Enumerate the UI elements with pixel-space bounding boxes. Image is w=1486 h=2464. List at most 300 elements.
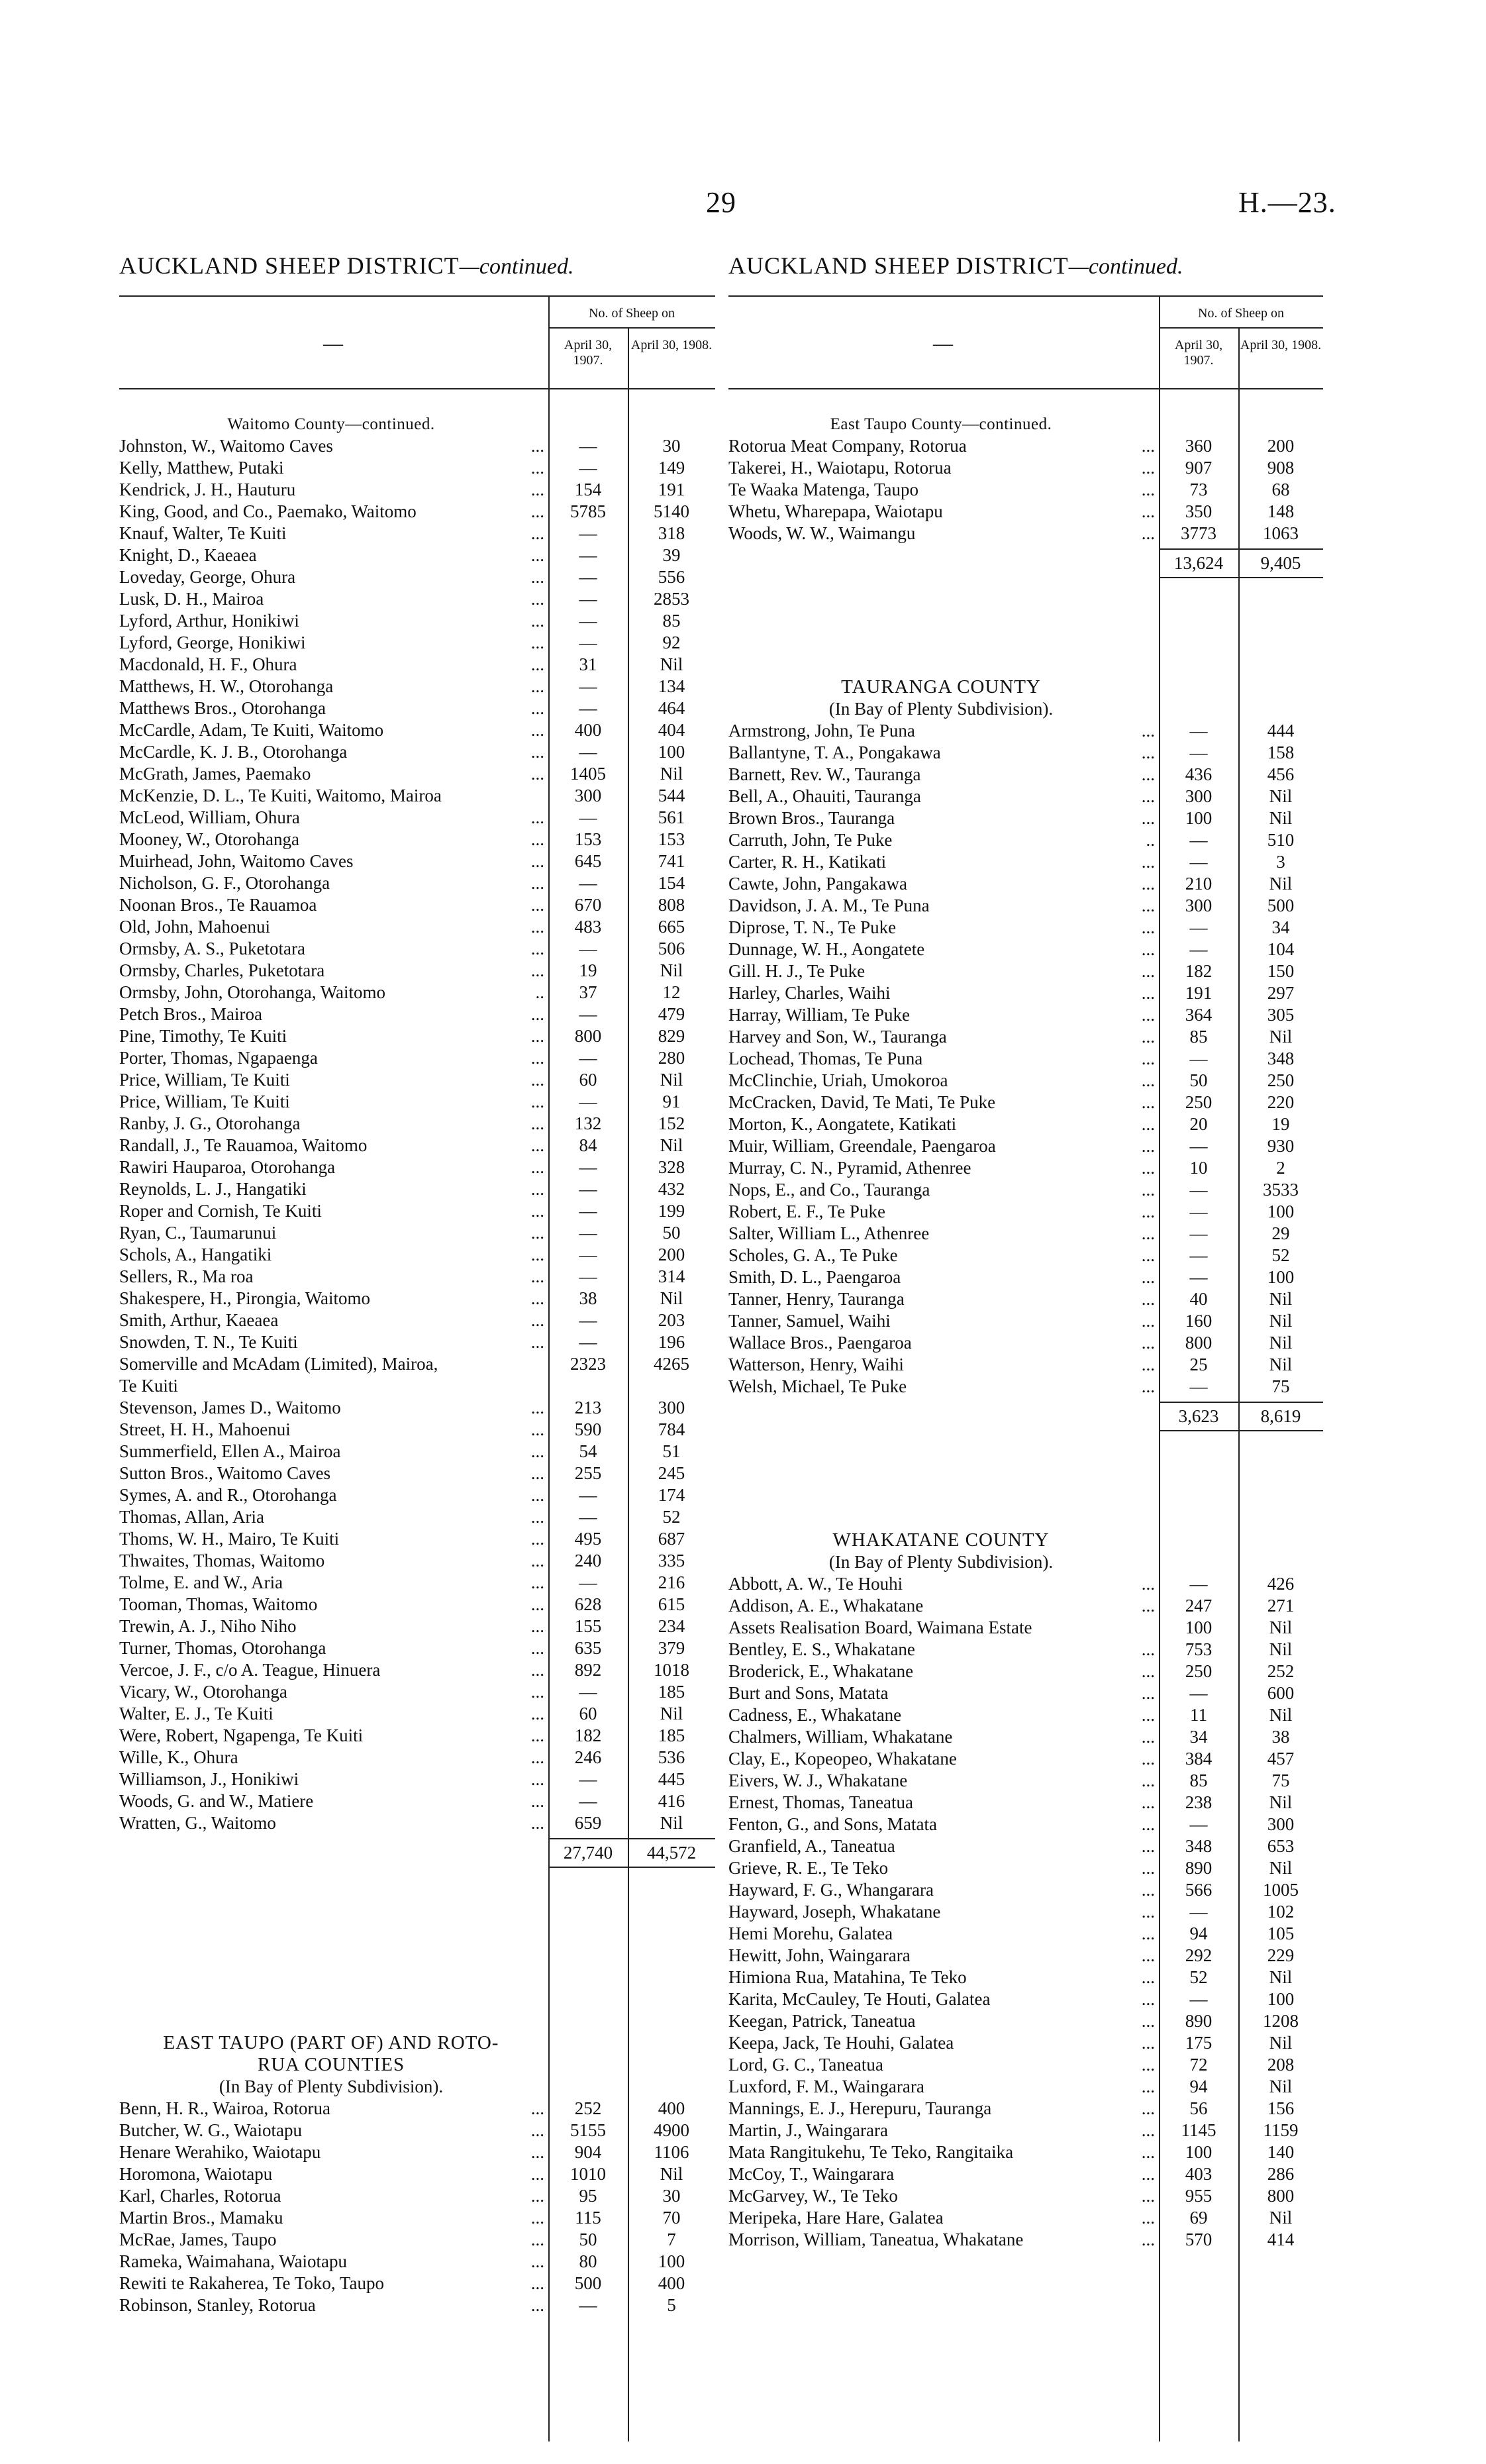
leader-dots: ... [1141, 2186, 1155, 2206]
sheep-count-1907: 890 [1185, 1858, 1213, 1878]
sheep-count-1908: Nil [660, 1288, 683, 1308]
sheep-count-1907: — [579, 589, 597, 609]
sheep-count-1907: — [579, 698, 597, 718]
sheep-count-1907: 500 [574, 2273, 602, 2293]
leader-dots: ... [1141, 458, 1155, 478]
table-row [728, 1682, 1323, 1704]
owner-name: Takerei, H., Waiotapu, Rotorua [728, 458, 952, 478]
sheep-count-1907: 100 [1185, 2142, 1213, 2162]
owner-name: Tanner, Henry, Tauranga [728, 1289, 905, 1309]
leader-dots: ... [530, 2251, 544, 2271]
table-row [119, 1616, 715, 1637]
sheep-count-1907: 50 [1189, 1070, 1208, 1090]
owner-name: Mata Rangitukehu, Te Teko, Rangitaika [728, 2142, 1014, 2162]
sheep-count-1908: 414 [1267, 2230, 1295, 2249]
table-row [728, 2229, 1323, 2251]
sheep-count-1907: 19 [579, 960, 597, 980]
table-row [728, 1661, 1323, 1682]
owner-name: Granfield, A., Taneatua [728, 1836, 895, 1856]
sheep-count-1908: 196 [658, 1332, 685, 1352]
sheep-count-1907: 252 [574, 2098, 602, 2118]
sheep-count-1908: 5 [667, 2295, 676, 2315]
leader-dots: ... [530, 895, 544, 915]
table-row [119, 1288, 715, 1309]
sheep-count-1907: 5155 [570, 2120, 606, 2140]
owner-name: Ballantyne, T. A., Pongakawa [728, 743, 941, 762]
col-header-1908: April 30, 1908. [1240, 338, 1322, 352]
owner-name: Ormsby, John, Otorohanga, Waitomo [119, 982, 386, 1002]
table-row [728, 720, 1323, 742]
leader-dots: ... [530, 2295, 544, 2315]
sheep-count-1908: 200 [1267, 436, 1295, 456]
owner-name: Johnston, W., Waitomo Caves [119, 436, 333, 456]
sheep-count-1908: 687 [658, 1529, 685, 1549]
sheep-count-1908: 271 [1267, 1596, 1295, 1616]
sheep-count-1907: — [1189, 1223, 1208, 1243]
section-subheading: (In Bay of Plenty Subdivision). [828, 1552, 1054, 1572]
owner-name: Carruth, John, Te Puke [728, 830, 893, 850]
sheep-count-1908: Nil [660, 960, 683, 980]
sheep-count-1908: Nil [1269, 1311, 1293, 1331]
sheep-count-1907: — [579, 1310, 597, 1330]
sheep-count-1908: 30 [662, 2186, 681, 2206]
sheep-count-1908: Nil [660, 1813, 683, 1833]
table-row [119, 1331, 715, 1353]
sheep-count-1908: 314 [658, 1266, 685, 1286]
total-row [728, 552, 1323, 574]
sheep-count-1908: 829 [658, 1026, 685, 1046]
owner-name: McKenzie, D. L., Te Kuiti, Waitomo, Mairoa [119, 786, 442, 805]
leader-dots: ... [1141, 1814, 1155, 1834]
sheep-count-1908: 85 [662, 611, 681, 631]
owner-name: McCoy, T., Waingarara [728, 2164, 895, 2184]
table-row [119, 1747, 715, 1769]
owner-name: Tooman, Thomas, Waitomo [119, 1594, 318, 1614]
table-row [728, 807, 1323, 829]
table-row [728, 2076, 1323, 2098]
owner-name: Wallace Bros., Paengaroa [728, 1333, 912, 1353]
leader-dots: ... [1141, 1136, 1155, 1156]
leader-dots: ... [530, 829, 544, 849]
document-reference: H.—23. [1238, 186, 1336, 219]
owner-name: McLeod, William, Ohura [119, 807, 300, 827]
sheep-count-1908: 156 [1267, 2098, 1295, 2118]
sheep-count-1907: — [579, 2295, 597, 2315]
leader-dots: ... [530, 1004, 544, 1024]
owner-name: Trewin, A. J., Niho Niho [119, 1616, 297, 1636]
leader-dots: ... [1141, 917, 1155, 937]
leader-dots: ... [1141, 1114, 1155, 1134]
owner-name: Schols, A., Hangatiki [119, 1245, 272, 1264]
owner-name: Noonan Bros., Te Rauamoa [119, 895, 317, 915]
owner-name: Knight, D., Kaeaea [119, 545, 257, 565]
leader-dots: ... [530, 873, 544, 893]
table-row [119, 1375, 715, 1397]
leader-dots: ... [530, 1616, 544, 1636]
table-row [119, 2098, 715, 2120]
right-column-title: AUCKLAND SHEEP DISTRICT—continued. [728, 252, 1183, 279]
owner-name: Were, Robert, Ngapenga, Te Kuiti [119, 1725, 364, 1745]
owner-name: Street, H. H., Mahoenui [119, 1419, 291, 1439]
table-row [119, 763, 715, 785]
owner-name: Karita, McCauley, Te Houti, Galatea [728, 1989, 991, 2009]
table-row [728, 786, 1323, 807]
leader-dots: ... [1141, 1311, 1155, 1331]
sheep-count-1908: 800 [1267, 2186, 1295, 2206]
owner-name: Matthews Bros., Otorohanga [119, 698, 326, 718]
table-row [119, 1484, 715, 1506]
sheep-count-1908: 379 [658, 1638, 685, 1658]
table-row [119, 544, 715, 566]
table-row [119, 1637, 715, 1659]
table-row [119, 1419, 715, 1441]
sheep-count-1908: 1063 [1263, 523, 1299, 543]
leader-dots: ... [1141, 2120, 1155, 2140]
sheep-count-1907: — [1189, 830, 1208, 850]
table-row [728, 1179, 1323, 1201]
sheep-count-1908: 12 [662, 982, 681, 1002]
col-header-1908: April 30, 1908. [630, 338, 713, 352]
sheep-count-1908: 149 [658, 458, 685, 478]
owner-name: Fenton, G., and Sons, Matata [728, 1814, 937, 1834]
total-row [728, 1406, 1323, 1427]
table-row [119, 676, 715, 697]
table-row [119, 1135, 715, 1156]
table-row [119, 1200, 715, 1222]
table-row [728, 1923, 1323, 1945]
owner-name: Whetu, Wharepapa, Waiotapu [728, 501, 943, 521]
leader-dots: ... [1141, 1945, 1155, 1965]
left-column-title: AUCKLAND SHEEP DISTRICT—continued. [119, 252, 574, 279]
total-rule-bottom [548, 1867, 715, 1868]
table-row [728, 1573, 1323, 1595]
sheep-count-1907: — [579, 1507, 597, 1527]
leader-dots: ... [1141, 786, 1155, 806]
sheep-count-1907: 94 [1189, 2077, 1208, 2096]
table-row [119, 1528, 715, 1550]
owner-name: Bell, A., Ohauiti, Tauranga [728, 786, 921, 806]
leader-dots: ... [1141, 1902, 1155, 1922]
owner-name: Hewitt, John, Waingarara [728, 1945, 911, 1965]
sheep-count-1907: — [579, 1223, 597, 1243]
leader-dots: ... [530, 1135, 544, 1155]
sheep-count-1908: 52 [1271, 1245, 1290, 1265]
owner-name: Rotorua Meat Company, Rotorua [728, 436, 967, 456]
leader-dots: ... [530, 1113, 544, 1133]
total-1908: 8,619 [1260, 1406, 1301, 1426]
table-row [728, 1288, 1323, 1310]
sheep-count-1908: 318 [658, 523, 685, 543]
sheep-count-1907: 350 [1185, 501, 1213, 521]
table-row [119, 2120, 715, 2141]
owner-name: Ernest, Thomas, Taneatua [728, 1792, 914, 1812]
sheep-count-1908: 4900 [654, 2120, 689, 2140]
sheep-count-1907: 85 [1189, 1027, 1208, 1047]
owner-name: Assets Realisation Board, Waimana Estate [728, 1617, 1032, 1637]
table-row [728, 1814, 1323, 1835]
table-row [119, 1594, 715, 1616]
owner-name: Lusk, D. H., Mairoa [119, 589, 264, 609]
col-header-1907: April 30, 1907. [1174, 338, 1223, 368]
sheep-count-1908: Nil [1269, 1027, 1293, 1047]
table-row [119, 1113, 715, 1135]
table-row [728, 873, 1323, 895]
sheep-count-1907: — [1189, 1245, 1208, 1265]
owner-name: Diprose, T. N., Te Puke [728, 917, 897, 937]
sheep-count-1907: 72 [1189, 2055, 1208, 2075]
owner-name: Himiona Rua, Matahina, Te Teko [728, 1967, 967, 1987]
leader-dots: ... [1141, 1880, 1155, 1900]
leader-dots: ... [530, 2164, 544, 2184]
owner-name: Clay, E., Kopeopeo, Whakatane [728, 1749, 957, 1769]
leader-dots: ... [530, 2098, 544, 2118]
owner-name: Thwaites, Thomas, Waitomo [119, 1551, 325, 1570]
sheep-count-1907: 73 [1189, 480, 1208, 499]
owner-name: Benn, H. R., Wairoa, Rotorua [119, 2098, 331, 2118]
sheep-count-1907: 566 [1185, 1880, 1213, 1900]
sheep-count-1907: — [1189, 743, 1208, 762]
sheep-count-1907: 403 [1185, 2164, 1213, 2184]
table-row [119, 501, 715, 523]
leader-dots: ... [1141, 523, 1155, 543]
sheep-count-1907: 95 [579, 2186, 597, 2206]
sheep-count-1908: 52 [662, 1507, 681, 1527]
sheep-count-1907: 400 [574, 720, 602, 740]
leader-dots: ... [530, 1704, 544, 1723]
owner-name: McCracken, David, Te Mati, Te Puke [728, 1092, 996, 1112]
owner-name: Grieve, R. E., Te Teko [728, 1858, 889, 1878]
sheep-count-1907: — [579, 545, 597, 565]
owner-name: Welsh, Michael, Te Puke [728, 1376, 907, 1396]
table-row [728, 435, 1323, 457]
sheep-count-1908: 335 [658, 1551, 685, 1570]
sheep-count-1907: 182 [574, 1725, 602, 1745]
sheep-count-1907: — [1189, 721, 1208, 741]
sheep-count-1907: — [1189, 1376, 1208, 1396]
total-1907: 13,624 [1173, 553, 1224, 573]
sheep-count-1908: 930 [1267, 1136, 1295, 1156]
sheep-count-1907: — [1189, 1574, 1208, 1594]
owner-name: Lyford, Arthur, Honikiwi [119, 611, 299, 631]
sheep-count-1907: — [579, 1266, 597, 1286]
sheep-count-1907: 84 [579, 1135, 597, 1155]
owner-name: Hayward, Joseph, Whakatane [728, 1902, 941, 1922]
sheep-count-1908: 92 [662, 633, 681, 652]
owner-name: Lord, G. C., Taneatua [728, 2055, 883, 2075]
sheep-count-1907: 670 [574, 895, 602, 915]
table-row [119, 1047, 715, 1069]
table-row [119, 1790, 715, 1812]
sheep-count-1908: 445 [658, 1769, 685, 1789]
leader-dots: ... [1141, 1596, 1155, 1616]
sheep-count-1908: 1208 [1263, 2011, 1299, 2031]
leader-dots: ... [530, 698, 544, 718]
sheep-count-1907: 483 [574, 917, 602, 937]
leader-dots: ... [530, 939, 544, 958]
sheep-count-1907: — [1189, 1267, 1208, 1287]
sheep-count-1908: 199 [658, 1201, 685, 1221]
table-row [728, 2010, 1323, 2032]
owner-name: Horomona, Waiotapu [119, 2164, 273, 2184]
owner-name: Rameka, Waimahana, Waiotapu [119, 2251, 348, 2271]
table-row [728, 1157, 1323, 1179]
table-row [119, 1222, 715, 1244]
leader-dots: ... [1141, 2208, 1155, 2228]
leader-dots: ... [530, 480, 544, 499]
table-row [728, 1048, 1323, 1070]
sheep-count-1908: 297 [1267, 983, 1295, 1003]
table-row [728, 523, 1323, 544]
sheep-count-1907: — [579, 1572, 597, 1592]
owner-name: Woods, G. and W., Matiere [119, 1791, 314, 1811]
sheep-count-1908: 158 [1267, 743, 1295, 762]
table-row [119, 1091, 715, 1113]
sheep-count-1907: — [579, 1201, 597, 1221]
sheep-count-1908: 75 [1271, 1771, 1290, 1790]
sheep-count-1908: Nil [660, 654, 683, 674]
owner-name: Te Waaka Matenga, Taupo [728, 480, 918, 499]
sheep-count-1907: 100 [1185, 1617, 1213, 1637]
leader-dots: ... [1141, 1005, 1155, 1025]
table-row [119, 1441, 715, 1463]
sheep-count-1907: 38 [579, 1288, 597, 1308]
leader-dots: ... [1141, 436, 1155, 456]
table-row [728, 1201, 1323, 1223]
sheep-count-1908: Nil [1269, 1289, 1293, 1309]
owner-name: Stevenson, James D., Waitomo [119, 1398, 341, 1417]
sheep-count-1908: 665 [658, 917, 685, 937]
leader-dots: ... [530, 1594, 544, 1614]
table-top-rule [119, 295, 715, 297]
sheep-count-1908: 653 [1267, 1836, 1295, 1856]
table-row [119, 1244, 715, 1266]
sheep-count-1908: 203 [658, 1310, 685, 1330]
sheep-count-1908: 134 [658, 676, 685, 696]
owner-name: Robert, E. F., Te Puke [728, 1202, 885, 1221]
leader-dots: ... [530, 1769, 544, 1789]
leader-dots: ... [1141, 1202, 1155, 1221]
leader-dots: ... [1141, 896, 1155, 915]
owner-name: Ormsby, Charles, Puketotara [119, 960, 325, 980]
leader-dots: ... [530, 1572, 544, 1592]
owner-name: Salter, William L., Athenree [728, 1223, 930, 1243]
table-row [728, 1135, 1323, 1157]
sheep-count-1907: 60 [579, 1070, 597, 1090]
leader-dots: ... [1141, 874, 1155, 894]
sheep-count-1907: 300 [1185, 896, 1213, 915]
leader-dots: ... [530, 720, 544, 740]
leader-dots: ... [1141, 1355, 1155, 1374]
table-row [119, 1069, 715, 1091]
sheep-count-1908: Nil [1269, 786, 1293, 806]
owner-name: Harray, William, Te Puke [728, 1005, 910, 1025]
sheep-count-1908: 556 [658, 567, 685, 587]
total-rule-top [1159, 548, 1323, 550]
sheep-count-1907: — [1189, 1814, 1208, 1834]
table-row [119, 1266, 715, 1288]
table-row [728, 960, 1323, 982]
sheep-count-1907: 240 [574, 1551, 602, 1570]
sheep-count-1908: 5140 [654, 501, 689, 521]
sheep-count-1908: Nil [1269, 1858, 1293, 1878]
sheep-count-1907: — [1189, 1989, 1208, 2009]
leader-dots: ... [530, 1638, 544, 1658]
sheep-count-1908: 510 [1267, 830, 1295, 850]
table-row [119, 2273, 715, 2294]
sheep-count-1907: — [1189, 917, 1208, 937]
owner-name: Mannings, E. J., Herepuru, Tauranga [728, 2098, 992, 2118]
leader-dots: ... [530, 1157, 544, 1177]
sheep-count-1907: 495 [574, 1529, 602, 1549]
sheep-count-1908: 153 [658, 829, 685, 849]
leader-dots: ... [530, 2230, 544, 2249]
sheep-count-1908: Nil [1269, 2077, 1293, 2096]
sheep-count-1907: 115 [575, 2208, 601, 2228]
table-row [728, 1004, 1323, 1026]
leader-dots: ... [530, 1660, 544, 1680]
sheep-count-1907: — [579, 1245, 597, 1264]
sheep-count-1907: 160 [1185, 1311, 1213, 1331]
table-row [728, 1748, 1323, 1770]
table-row [119, 2229, 715, 2251]
owner-name: Ryan, C., Taumarunui [119, 1223, 277, 1243]
sheep-count-1907: 85 [1189, 1771, 1208, 1790]
sheep-count-1908: 152 [658, 1113, 685, 1133]
sheep-count-1908: 191 [658, 480, 685, 499]
sheep-count-1908: 3 [1276, 852, 1285, 872]
owner-name: Woods, W. W., Waimangu [728, 523, 916, 543]
owner-name: Chalmers, William, Whakatane [728, 1727, 953, 1747]
table-row [728, 1988, 1323, 2010]
sheep-count-1908: 536 [658, 1747, 685, 1767]
table-row [119, 479, 715, 501]
sheep-count-1907: 175 [1185, 2033, 1213, 2053]
leader-dots: ... [1141, 1245, 1155, 1265]
leader-dots: ... [530, 1529, 544, 1549]
leader-dots: ... [530, 1310, 544, 1330]
leader-dots: ... [530, 1288, 544, 1308]
leader-dots: ... [1141, 1749, 1155, 1769]
table-row [728, 1726, 1323, 1748]
total-row [119, 1842, 715, 1864]
sheep-count-1908: 102 [1267, 1902, 1295, 1922]
table-row [728, 2032, 1323, 2054]
total-rule-bottom [1159, 1430, 1323, 1431]
sheep-count-1908: 185 [658, 1725, 685, 1745]
sheep-count-1908: Nil [660, 764, 683, 784]
owner-name: Cadness, E., Whakatane [728, 1705, 902, 1725]
sheep-count-1908: Nil [1269, 808, 1293, 828]
sheep-count-1908: 148 [1267, 501, 1295, 521]
owner-name: Kendrick, J. H., Hauturu [119, 480, 296, 499]
owner-name: Karl, Charles, Rotorua [119, 2186, 281, 2206]
sheep-count-1907: 56 [1189, 2098, 1208, 2118]
sheep-count-1908: 150 [1267, 961, 1295, 981]
sheep-count-1907: 892 [574, 1660, 602, 1680]
table-row [119, 1572, 715, 1594]
sheep-count-1908: 250 [1267, 1070, 1295, 1090]
table-row [119, 1769, 715, 1790]
sheep-count-1907: 360 [1185, 436, 1213, 456]
owner-name: Vicary, W., Otorohanga [119, 1682, 287, 1702]
sheep-count-1907: 210 [1185, 874, 1213, 894]
owner-name: Morrison, William, Taneatua, Whakatane [728, 2230, 1024, 2249]
leader-dots: ... [530, 1179, 544, 1199]
table-row [728, 1310, 1323, 1332]
table-row [728, 1639, 1323, 1661]
owner-name: Scholes, G. A., Te Puke [728, 1245, 898, 1265]
sheep-count-1907: 246 [574, 1747, 602, 1767]
